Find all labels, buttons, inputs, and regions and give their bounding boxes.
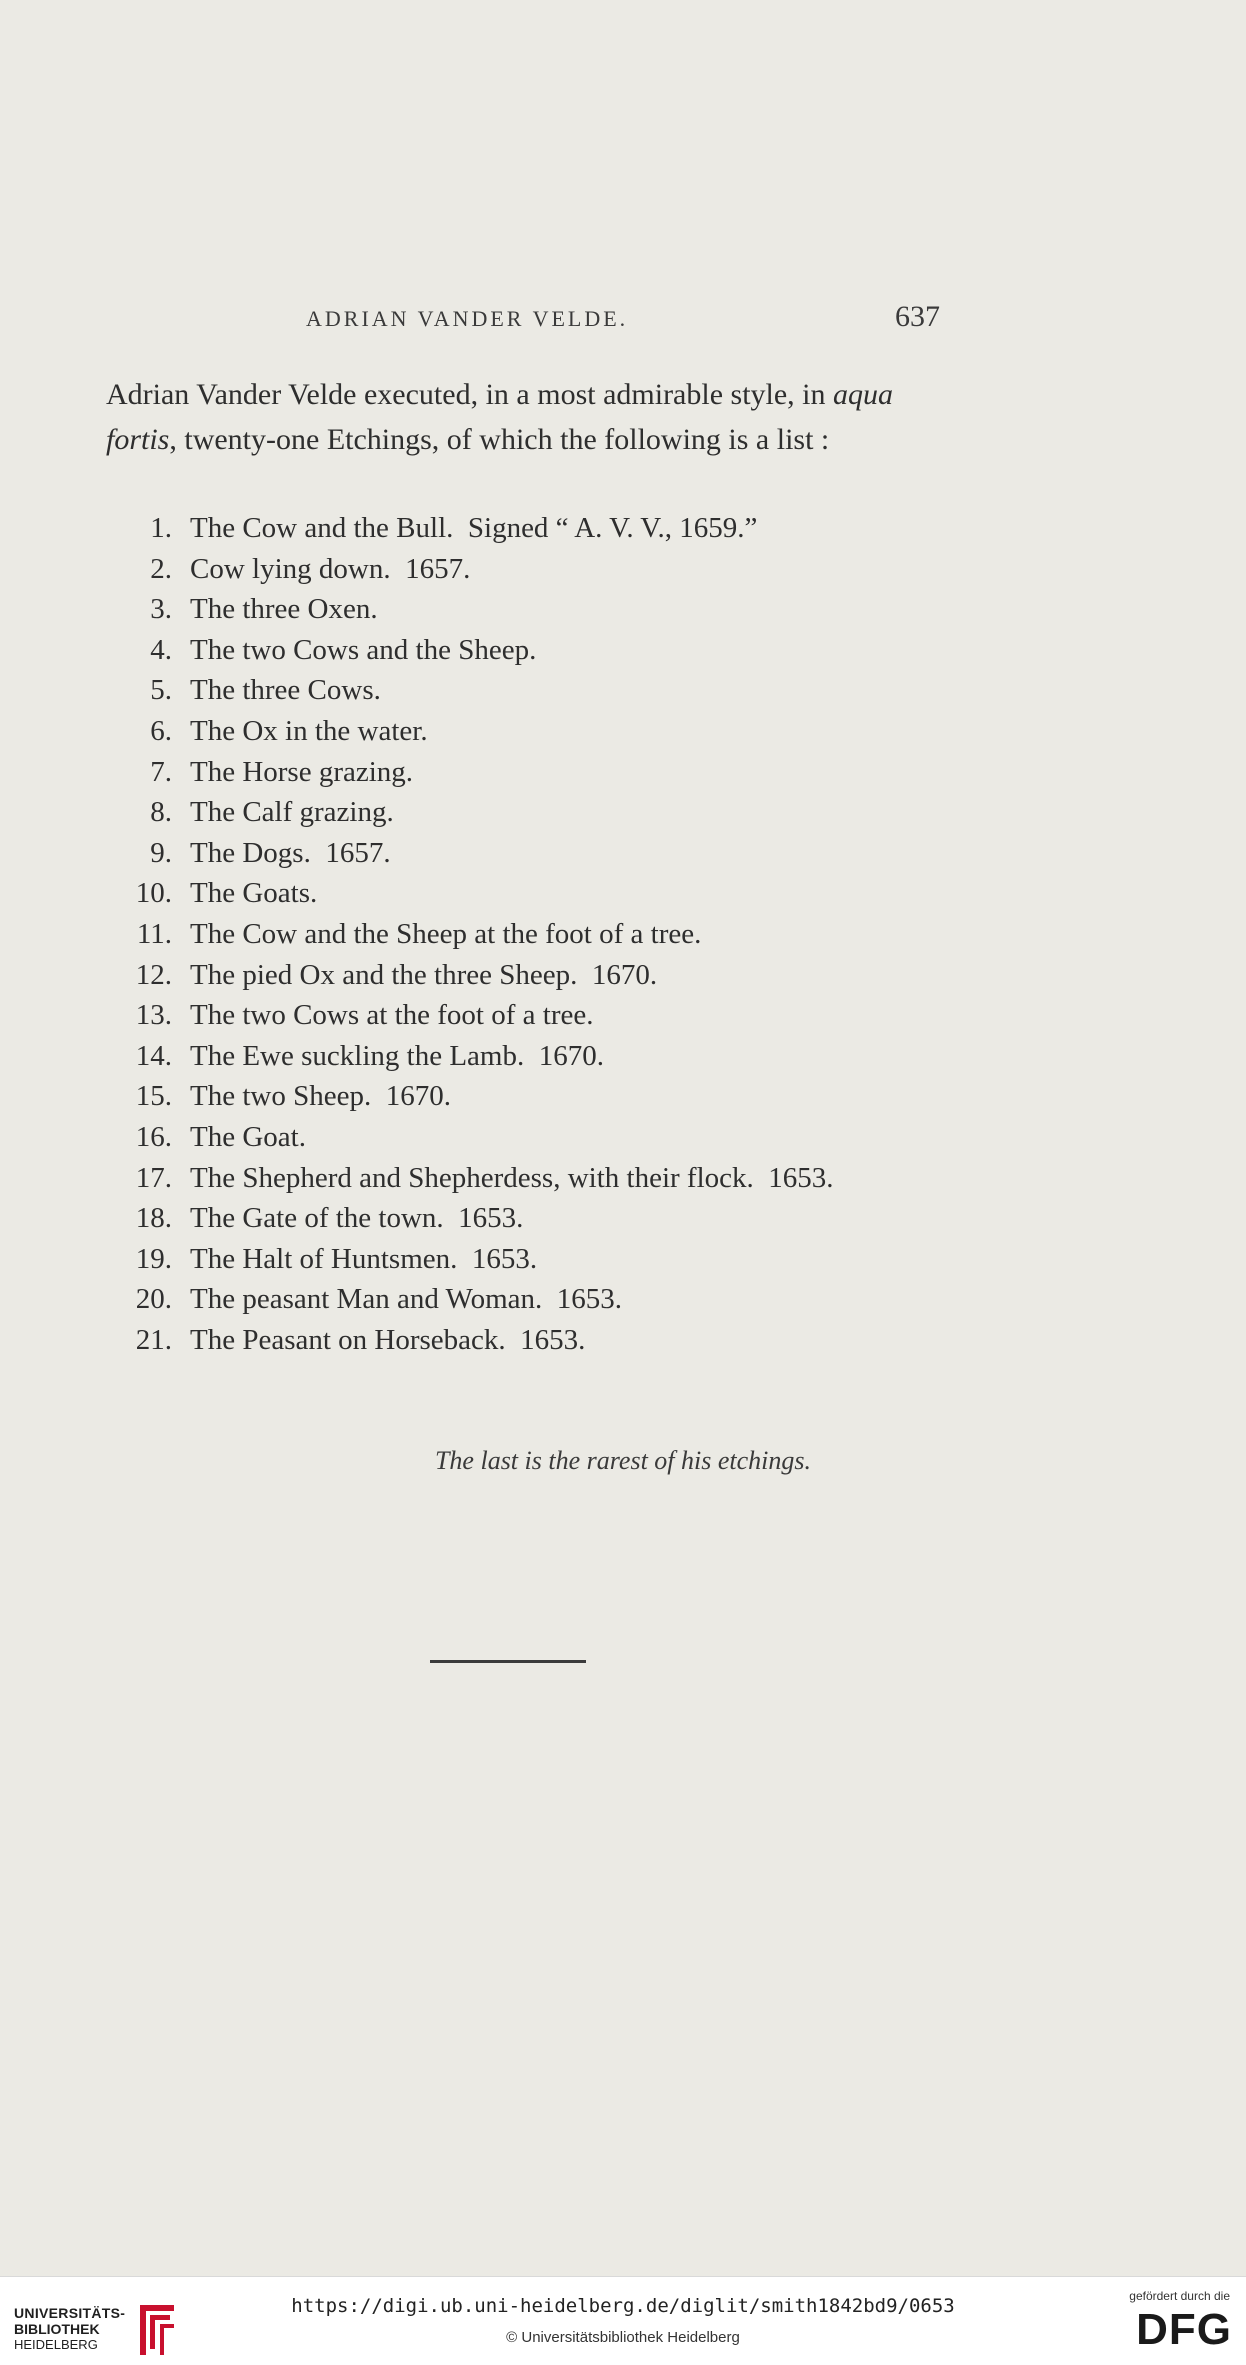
etching-title: The peasant Man and Woman. 1653. (190, 1283, 623, 1316)
etching-number: 21. (135, 1323, 172, 1356)
dfg-logo[interactable] (1102, 2287, 1232, 2357)
etching-number: 12. (135, 958, 172, 991)
etching-number: 11. (136, 917, 172, 950)
etching-number: 18. (135, 1202, 172, 1235)
permalink-url[interactable]: https://digi.ub.uni-heidelberg.de/diglit/smith1842bd9/0653 (291, 2295, 955, 2317)
etching-list-item (96, 1198, 976, 1239)
etching-title: The three Cows. (190, 674, 381, 707)
etchings-list (96, 508, 976, 1360)
etching-title: The Gate of the town. 1653. (190, 1202, 524, 1235)
etching-list-item (96, 955, 976, 996)
etching-title: The Shepherd and Shepherdess, with their flock. 1653. (190, 1161, 834, 1194)
etching-number: 2. (150, 552, 172, 585)
funder-caption: gefördert durch die (1129, 2289, 1230, 2303)
etching-title: The two Cows at the foot of a tree. (190, 999, 594, 1032)
etching-number: 19. (135, 1242, 172, 1275)
etching-number: 4. (150, 633, 172, 666)
etching-list-item (96, 670, 976, 711)
etching-title: The Dogs. 1657. (190, 836, 391, 869)
etching-title: The two Sheep. 1670. (190, 1080, 451, 1113)
etching-number: 7. (150, 755, 172, 788)
etching-number: 10. (135, 877, 172, 910)
etching-title: The Horse grazing. (190, 755, 414, 788)
dfg-wordmark: DFG (1136, 2305, 1232, 2354)
etching-title: The three Oxen. (190, 593, 378, 626)
intro-text-start: Adrian Vander Velde executed, in a most admirable style, in (106, 378, 834, 411)
library-name-line3: HEIDELBERG (14, 2337, 98, 2352)
etching-list-item (96, 549, 976, 590)
page-number: 637 (895, 300, 940, 333)
etching-list-item (96, 1076, 976, 1117)
etching-title: The pied Ox and the three Sheep. 1670. (190, 958, 658, 991)
intro-text-end: , twenty-one Etchings, of which the following is a list : (169, 423, 830, 456)
etching-list-item (96, 873, 976, 914)
library-name-line1: UNIVERSITÄTS- (14, 2305, 126, 2321)
etching-list-item (96, 914, 976, 955)
etching-number: 5. (150, 674, 172, 707)
etching-list-item (96, 1279, 976, 1320)
etching-number: 6. (150, 714, 172, 747)
etching-list-item (96, 630, 976, 671)
etching-list-item (96, 792, 976, 833)
etching-list-item (96, 1117, 976, 1158)
etching-list-item (96, 589, 976, 630)
etching-title: The Ox in the water. (190, 714, 428, 747)
etching-number: 14. (135, 1039, 172, 1072)
running-head-title: ADRIAN VANDER VELDE. (306, 306, 629, 331)
etching-number: 8. (150, 796, 172, 829)
etching-number: 13. (135, 999, 172, 1032)
etching-title: Cow lying down. 1657. (190, 552, 471, 585)
etching-title: The Cow and the Bull. Signed “ A. V. V., 1659.” (190, 512, 758, 544)
end-rule-divider (430, 1660, 586, 1663)
closing-note: The last is the rarest of his etchings. (434, 1446, 812, 1475)
etching-number: 3. (150, 593, 172, 626)
etching-title: The two Cows and the Sheep. (190, 633, 537, 666)
etching-number: 17. (135, 1161, 172, 1194)
etching-title: The Goat. (190, 1120, 306, 1153)
etching-list-item (96, 1239, 976, 1280)
etching-title: The Halt of Huntsmen. 1653. (190, 1242, 538, 1275)
etching-number: 1. (150, 512, 172, 544)
etching-title: The Calf grazing. (190, 796, 394, 829)
etching-title: The Ewe suckling the Lamb. 1670. (190, 1039, 604, 1072)
etching-list-item (96, 711, 976, 752)
etching-list-item (96, 1158, 976, 1199)
running-head (306, 300, 946, 346)
etching-number: 15. (135, 1080, 172, 1113)
intro-paragraph (106, 372, 956, 462)
etching-number: 20. (135, 1283, 172, 1316)
etching-list-item (96, 508, 976, 549)
etching-number: 9. (150, 836, 172, 869)
etching-number: 16. (135, 1120, 172, 1153)
copyright-notice: © Universitätsbibliothek Heidelberg (506, 2329, 740, 2346)
etching-list-item (96, 995, 976, 1036)
library-name-line2: BIBLIOTHEK (14, 2321, 100, 2337)
etching-title: The Cow and the Sheep at the foot of a tree. (190, 917, 702, 950)
etching-list-item (96, 752, 976, 793)
etching-list-item (96, 1036, 976, 1077)
etching-list-item (96, 833, 976, 874)
intro-italic-term: aqua fortis (106, 378, 894, 456)
viewer-footer (0, 2276, 1246, 2365)
etching-list-item (96, 1320, 976, 1361)
etching-title: The Goats. (190, 877, 318, 910)
etching-title: The Peasant on Horseback. 1653. (190, 1323, 586, 1356)
